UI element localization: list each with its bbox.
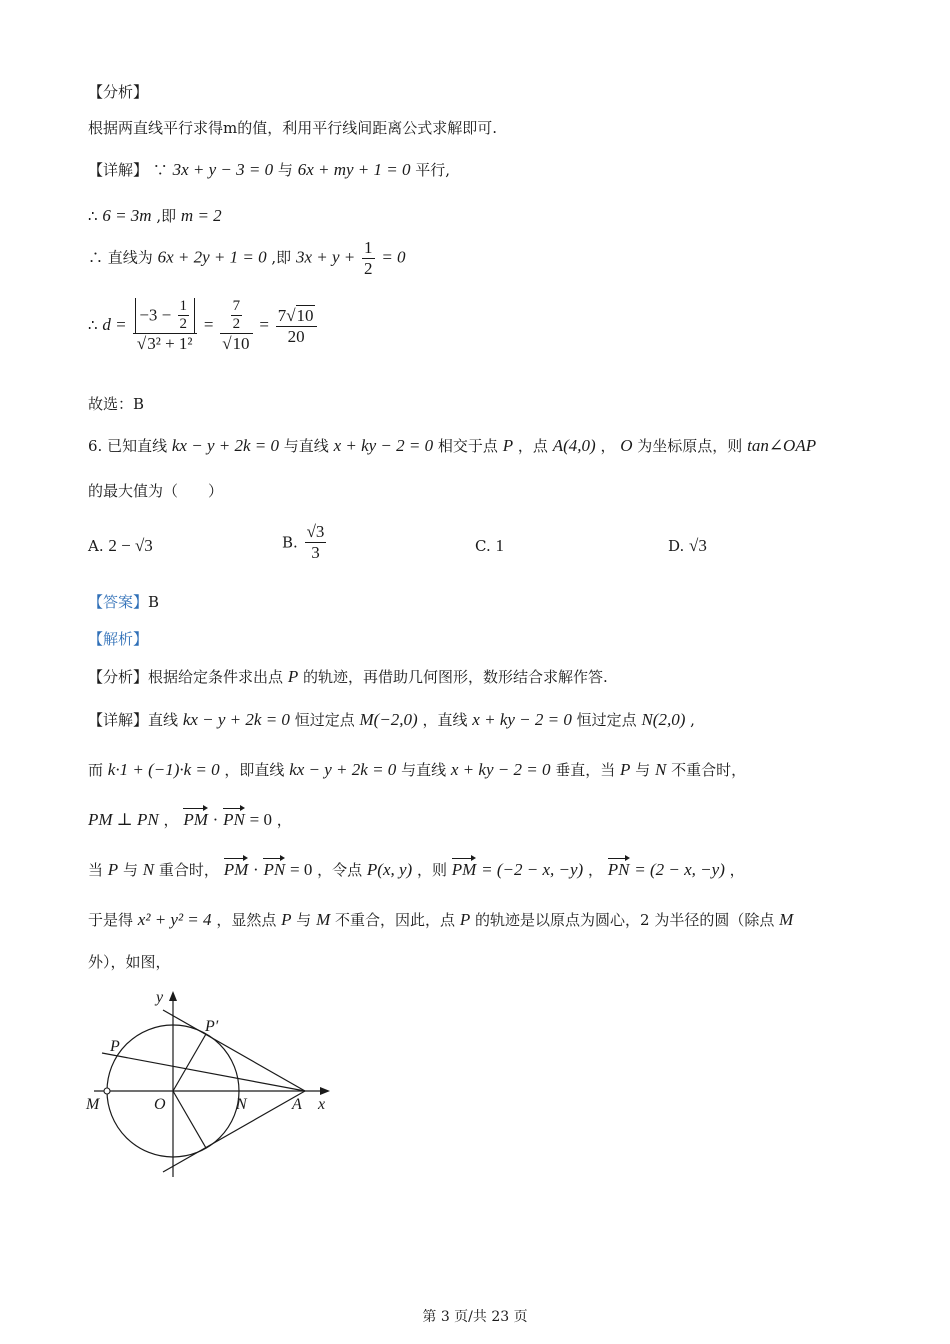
- text: ，令点: [317, 861, 363, 879]
- label-y: y: [156, 989, 164, 1006]
- option-label: B.: [282, 533, 298, 552]
- denominator: 2: [179, 316, 188, 332]
- denominator: 3: [311, 543, 320, 562]
- text: ，: [587, 861, 603, 879]
- equation: 6x + my + 1 = 0: [297, 160, 411, 179]
- text: ，即直线: [224, 761, 285, 779]
- point-label: P: [459, 910, 471, 929]
- equation: m = 2: [180, 206, 222, 225]
- denominator: 2: [232, 316, 241, 332]
- text: 不重合时，: [671, 761, 747, 779]
- text: 与直线: [283, 437, 329, 455]
- tangent-line-lower: [163, 1091, 305, 1172]
- text: 于是得: [88, 911, 134, 929]
- option-a: [88, 536, 153, 556]
- third-fraction: [276, 306, 317, 347]
- equation: 6 = 3m: [102, 206, 152, 225]
- text: ,即: [271, 248, 292, 267]
- page-footer: 第 3 页/共 23 页: [422, 1309, 528, 1325]
- answer-value: B: [148, 593, 160, 611]
- step-4: [88, 298, 319, 354]
- y-axis-arrow: [169, 991, 177, 1001]
- because-symbol: ∵: [152, 161, 168, 179]
- label-n: N: [236, 1096, 247, 1113]
- question-6-line-2: 的最大值为（ ）: [88, 482, 224, 500]
- point-label: P: [287, 667, 299, 686]
- text: 与直线: [401, 761, 447, 779]
- perpendicular-expression: PM ⊥ PN: [88, 810, 159, 829]
- vector-pm: PM: [223, 860, 249, 879]
- vector-pm: PM: [451, 860, 477, 879]
- text: ，: [163, 811, 179, 829]
- text: 已知直线: [107, 437, 168, 455]
- point-label: P: [107, 860, 119, 879]
- equation: x + ky − 2 = 0: [333, 436, 434, 455]
- text: ,即: [156, 207, 177, 225]
- point-label: M: [779, 910, 794, 929]
- abs-content: −3 −: [139, 305, 172, 325]
- text: ，则: [417, 861, 448, 879]
- option-label: A.: [88, 537, 104, 555]
- denominator: 2: [364, 259, 373, 278]
- label-p-prime: P′: [205, 1018, 219, 1035]
- denominator: 20: [287, 326, 305, 346]
- text: ，点: [517, 437, 548, 455]
- text: 相交于点: [437, 437, 498, 455]
- equation: kx − y + 2k = 0: [182, 710, 290, 729]
- text: 直线: [148, 711, 179, 729]
- step-3: [88, 238, 406, 279]
- coefficient: 7: [277, 305, 287, 325]
- vector-pn: PN: [263, 860, 286, 879]
- geometry-figure: [80, 985, 340, 1185]
- numerator: 1: [364, 238, 373, 257]
- analysis-text: 根据两直线平行求得m的值，利用平行线间距离公式求解即可.: [88, 119, 497, 137]
- answer-line: [88, 592, 159, 612]
- analysis-2: [88, 667, 608, 687]
- text: 与: [635, 761, 651, 779]
- label-o: O: [154, 1096, 166, 1113]
- numerator: [220, 298, 252, 334]
- step-2: [88, 206, 222, 226]
- point-label: N(2,0): [641, 710, 686, 729]
- second-fraction: [220, 298, 252, 354]
- text: 根据给定条件求出点: [148, 668, 284, 686]
- equation: x + ky − 2 = 0: [450, 760, 551, 779]
- radicand: 3² + 1²: [147, 334, 193, 353]
- point-label: M(−2,0): [359, 710, 418, 729]
- option-value: 2 − √3: [108, 536, 153, 555]
- equals: =: [259, 315, 269, 334]
- therefore-symbol: ∴: [88, 248, 104, 267]
- distance-fraction: [133, 298, 197, 354]
- text: ，直线: [422, 711, 468, 729]
- text: 与: [296, 911, 312, 929]
- text: 为坐标原点，则: [637, 437, 743, 455]
- text: 直线为: [107, 248, 153, 267]
- detail-4: [88, 810, 292, 830]
- denominator: √10: [222, 334, 250, 353]
- option-d: [668, 536, 707, 556]
- equation: = 0: [289, 860, 313, 879]
- equation: x² + y² = 4: [137, 910, 212, 929]
- option-label: C.: [475, 537, 491, 555]
- option-value: [305, 522, 327, 563]
- option-b: [282, 522, 328, 563]
- detail-label: 【详解】: [88, 161, 149, 179]
- therefore-symbol: ∴: [88, 207, 98, 225]
- equation: = (−2 − x, −y): [481, 860, 584, 879]
- text: 与: [277, 161, 293, 179]
- d-symbol: d =: [102, 315, 127, 334]
- detail-3: [88, 760, 746, 780]
- label-a: A: [292, 1096, 302, 1113]
- therefore-symbol: ∴: [88, 316, 98, 334]
- seven-halves: [231, 298, 243, 333]
- equation: = (2 − x, −y): [634, 860, 725, 879]
- line-pa: [102, 1053, 305, 1091]
- equals: =: [203, 315, 214, 334]
- radius-lower: [173, 1091, 206, 1148]
- numerator: 7: [232, 298, 241, 314]
- option-c: [475, 536, 504, 556]
- inner-half: [178, 298, 190, 333]
- equation: 6x + 2y + 1 = 0: [157, 247, 267, 267]
- text: ，显然点: [216, 911, 277, 929]
- point-label: N: [655, 760, 667, 779]
- choose-1: 故选：B: [88, 395, 145, 413]
- text: 重合时，: [158, 861, 219, 879]
- analysis-heading: 【分析】: [88, 83, 149, 101]
- numerator: √3: [306, 522, 325, 541]
- option-label: D.: [668, 537, 685, 555]
- vector-pn: PN: [607, 860, 630, 879]
- numerator: [133, 298, 197, 334]
- x-axis-arrow: [320, 1087, 330, 1095]
- text: ，: [600, 437, 616, 455]
- equation: kx − y + 2k = 0: [171, 436, 279, 455]
- text: ,: [690, 711, 695, 729]
- numerator: 1: [179, 298, 188, 314]
- text: ，: [729, 861, 745, 879]
- point-label: A(4,0): [552, 436, 596, 455]
- label-x: x: [318, 1096, 326, 1113]
- text: 的轨迹是以原点为圆心，2 为半径的圆（除点: [475, 911, 775, 929]
- equation: 3x + y − 3 = 0: [172, 160, 274, 179]
- answer-label: 【答案】: [88, 593, 149, 611]
- equation: = 0: [381, 247, 406, 267]
- label-p: P: [110, 1038, 120, 1055]
- analysis-label: 【分析】: [88, 668, 149, 686]
- point-label: P(x, y): [366, 860, 413, 879]
- equation: kx − y + 2k = 0: [289, 760, 397, 779]
- detail-label: 【详解】: [88, 711, 149, 729]
- text: 恒过定点: [576, 711, 637, 729]
- option-value: √3: [689, 536, 707, 555]
- dot-operator: ·: [212, 810, 219, 829]
- detail-line-1: [88, 160, 450, 180]
- point-m-hollow: [104, 1088, 110, 1094]
- detail-2: [88, 710, 695, 730]
- point-label: P: [620, 760, 631, 779]
- denominator: √3² + 1²: [136, 334, 193, 353]
- question-6-line-1: [88, 436, 816, 456]
- numerator: 7√10: [276, 306, 317, 327]
- text: ，: [276, 811, 292, 829]
- jiexi-heading: 【解析】: [88, 630, 149, 648]
- question-number: 6.: [88, 437, 103, 455]
- radicand: 10: [296, 305, 314, 325]
- point-label: P: [281, 910, 292, 929]
- point-label: M: [316, 910, 331, 929]
- text: 的轨迹，再借助几何图形，数形结合求解作答.: [302, 668, 608, 686]
- text: 当: [88, 861, 104, 879]
- point-label: P: [502, 436, 514, 455]
- detail-5: [88, 860, 745, 880]
- option-value: 1: [495, 536, 504, 555]
- equation: x + ky − 2 = 0: [472, 710, 572, 729]
- text: 垂直，当: [555, 761, 616, 779]
- equation: = 0: [249, 810, 272, 829]
- tan-expression: tan∠OAP: [747, 436, 817, 455]
- radicand: 10: [232, 334, 250, 353]
- label-m: M: [86, 1096, 100, 1113]
- point-label: O: [620, 436, 633, 455]
- radius-op-prime: [173, 1034, 206, 1091]
- fraction-half: [362, 238, 375, 279]
- text: 恒过定点: [294, 711, 355, 729]
- vector-pn: PN: [223, 810, 245, 829]
- point-label: N: [142, 860, 155, 879]
- detail-6: [88, 910, 793, 930]
- tangent-line-upper: [163, 1010, 305, 1091]
- equation: k·1 + (−1)·k = 0: [107, 760, 220, 779]
- text: 平行,: [415, 161, 451, 179]
- detail-7: 外），如图，: [88, 953, 171, 971]
- dot-operator: ·: [253, 860, 259, 879]
- equation: 3x + y +: [295, 247, 356, 267]
- text: 与: [122, 861, 138, 879]
- text: 而: [88, 761, 104, 779]
- vector-pm: PM: [183, 810, 208, 829]
- text: 不重合，因此，点: [335, 911, 456, 929]
